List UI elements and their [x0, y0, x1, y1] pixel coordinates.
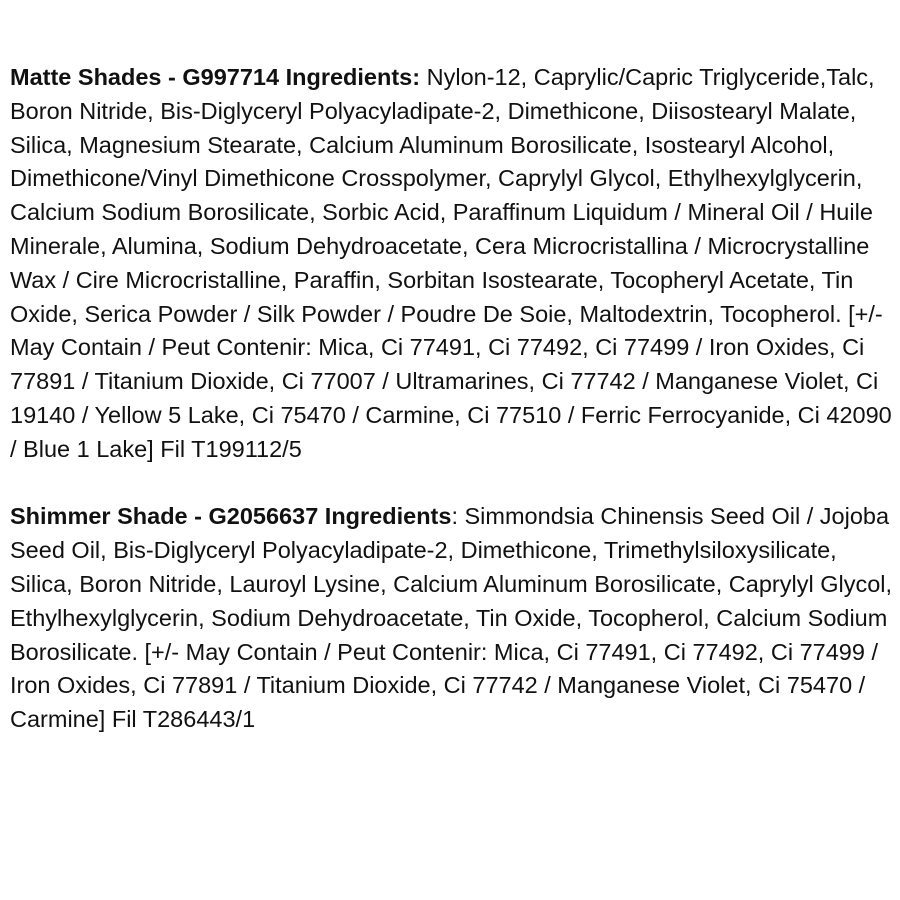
shimmer-shade-label: Shimmer Shade - G2056637 Ingredients: [10, 503, 452, 530]
matte-shades-label: Matte Shades - G997714 Ingredients:: [10, 64, 421, 90]
shimmer-shade-ingredients: [10, 500, 892, 737]
matte-shades-ingredients: [10, 61, 892, 467]
ingredients-document: [10, 61, 892, 737]
matte-shades-ingredient-list: Nylon-12, Caprylic/Capric Triglyceride,Talc, Boron Nitride, Bis-Diglyceryl Polyacyladipate-2, Dimethicone, Diisostearyl Malate, Silica, Magnesium Stearate, Calcium Aluminum Borosilicate, Isostearyl Alcohol, Dimethicone/Vinyl Dimethicone Crosspolymer, Caprylyl Glycol, Ethylhexylglycerin, Calcium Sodium Borosilicate, Sorbic Acid, Paraffinum Liquidum / Mineral Oil / Huile Minerale, Alumina, Sodium Dehydroacetate, Cera Microcristallina / Microcrystalline Wax / Cire Microcristalline, Paraffin, Sorbitan Isostearate, Tocopheryl Acetate, Tin Oxide, Serica Powder / Silk Powder / Poudre De Soie, Maltodextrin, Tocopherol. [+/- May Contain / Peut Contenir: Mica, Ci 77491, Ci 77492, Ci 77499 / Iron Oxides, Ci 77891 / Titanium Dioxide, Ci 77007 / Ultramarines, Ci 77742 / Manganese Violet, Ci 19140 / Yellow 5 Lake, Ci 75470 / Carmine, Ci 77510 / Ferric Ferrocyanide, Ci 42090 / Blue 1 Lake] Fil T199112/5: [10, 64, 892, 462]
shimmer-shade-ingredient-list: : Simmondsia Chinensis Seed Oil / Jojoba Seed Oil, Bis-Diglyceryl Polyacyladipate-2, Dimethicone, Trimethylsiloxysilicate, Silica, Boron Nitride, Lauroyl Lysine, Calcium Aluminum Borosilicate, Caprylyl Glycol, Ethylhexylglycerin, Sodium Dehydroacetate, Tin Oxide, Tocopherol, Calcium Sodium Borosilicate. [+/- May Contain / Peut Contenir: Mica, Ci 77491, Ci 77492, Ci 77499 / Iron Oxides, Ci 77891 / Titanium Dioxide, Ci 77742 / Manganese Violet, Ci 75470 / Carmine] Fil T286443/1: [10, 503, 893, 733]
